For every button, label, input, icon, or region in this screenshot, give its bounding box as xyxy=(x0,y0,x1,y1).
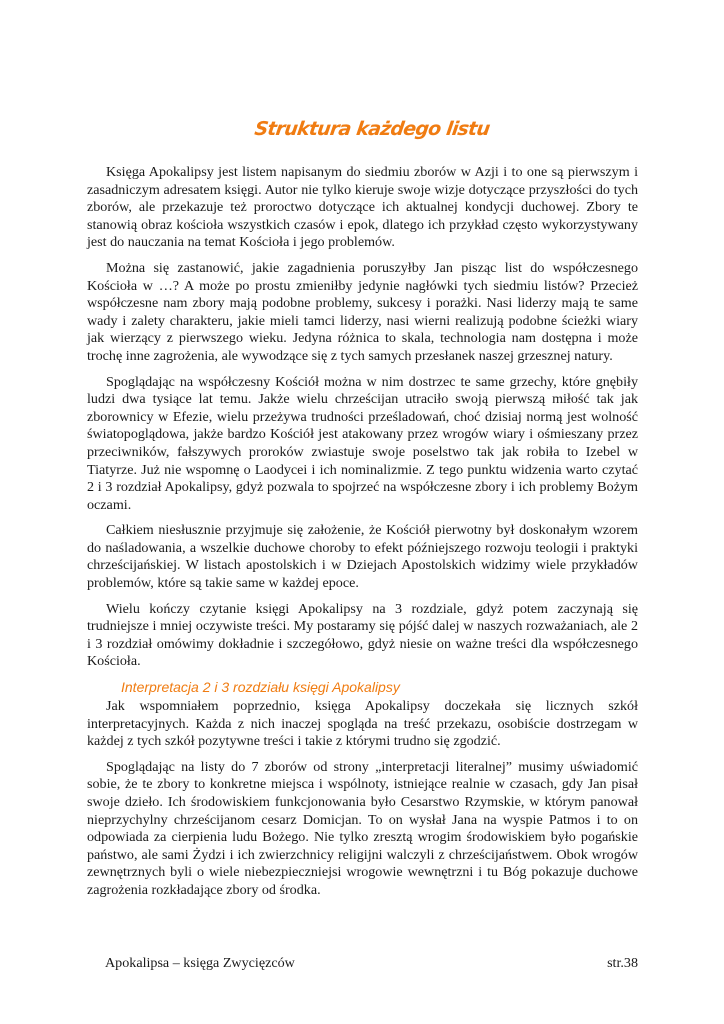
paragraph: Spoglądając na współczesny Kościół można w nim dostrzec te same grzechy, które gnębiły ludzi dwa tysiące lat temu. Jakże wielu chrześcijan utraciło swoją pierwszą miłość tak jak zborownicy w Efezie, wielu przeżywa trudności prześladowań, choć dzisiaj normą jest wolność światopoglądowa, jakże bardzo Kościół jest atakowany przez wrogów wiary i ośmieszany przez przeciwników, fałszywych proroków zwiastuje swoje poselstwo tak jak robiła to Izebel w Tiatyrze. Już nie wspomnę o Laodycei i ich nominalizmie. Z tego punktu widzenia warto czytać 2 i 3 rozdział Apokalipsy, gdyż pozwala to spojrzeć na współczesne zbory i ich problemy Bożym oczami. xyxy=(87,373,638,513)
paragraph: Księga Apokalipsy jest listem napisanym do siedmiu zborów w Azji i to one są pierwszym i zasadniczym adresatem księgi. Autor nie tylko kieruje swoje wizje dotyczące przyszłości do tych zborów, ale przekazuje też proroctwo dotyczące ich aktualnej kondycji duchowej. Zbory te stanowią obraz kościoła wszystkich czasów i epok, dlatego ich przykład często wykorzystywany jest do nauczania na temat Kościoła i jego problemów. xyxy=(87,164,638,251)
section-subheading: Interpretacja 2 i 3 rozdziału księgi Apokalipsy xyxy=(121,679,400,696)
paragraph: Spoglądając na listy do 7 zborów od strony „interpretacji literalnej” musimy uświadomić sobie, że te zbory to konkretne miejsca i wspólnoty, istniejące realnie w czasach, gdy Jan pisał swoje dzieło. Ich środowiskiem funkcjonowania było Cesarstwo Rzymskie, w którym panował nieprzychylny chrześcijanom cesarz Domicjan. To on wysłał Jana na wyspie Patmos i to on odpowiada za cierpienia ludu Bożego. Nie tylko zresztą wrogim środowiskiem było pogańskie państwo, ale sami Żydzi i ich zwierzchnicy religijni walczyli z chrześcijaństwem. Obok wrogów zewnętrznych byli o wiele niebezpieczniejsi wrogowie wewnętrzni i tu Bóg pokazuje duchowe zagrożenia rozkładające zbory od środka. xyxy=(87,758,638,898)
paragraph: Jak wspomniałem poprzednio, księga Apokalipsy doczekała się licznych szkół interpretacyjnych. Każda z nich inaczej spogląda na treść przekazu, osobiście dostrzegam w każdej z tych szkół pozytywne treści i takie z którymi trudno się zgodzić. xyxy=(87,698,638,750)
page-title: Struktura każdego listu xyxy=(253,118,491,140)
paragraph: Całkiem niesłusznie przyjmuje się założenie, że Kościół pierwotny był doskonałym wzorem do naśladowania, a wszelkie duchowe choroby to efekt późniejszego rozwoju teologii i praktyki chrześcijańskiej. W listach apostolskich i w Dziejach Apostolskich widzimy wiele przykładów problemów, które są takie same w każdej epoce. xyxy=(87,522,638,592)
footer-book-title: Apokalipsa – księga Zwycięzców xyxy=(105,955,295,971)
paragraph: Można się zastanowić, jakie zagadnienia poruszyłby Jan pisząc list do współczesnego Kościoła w …? A może po prostu zmieniłby jedynie nagłówki tych siedmiu listów? Przecież współczesne nam zbory mają podobne problemy, sukcesy i porażki. Nasi liderzy mają te same wady i zalety charakteru, jakie mieli tamci liderzy, nasi wierni realizują podobne ścieżki wiary jak wierzący z pierwszego wieku. Jedyna różnica to skala, technologia nam dostępna i może trochę inne zagrożenia, ale wywodzące się z tych samych przesłanek naszej grzesznej natury. xyxy=(87,259,638,364)
document-body xyxy=(87,164,638,908)
paragraph: Wielu kończy czytanie księgi Apokalipsy na 3 rozdziale, gdyż potem zaczynają się trudniejsze i mniej oczywiste treści. My postaramy się pójść dalej w naszych rozważaniach, ale 2 i 3 rozdział omówimy dokładnie i szczegółowo, gdyż niesie on ważne treści dla współczesnego Kościoła. xyxy=(87,600,638,670)
footer-page-number: str.38 xyxy=(607,955,638,971)
